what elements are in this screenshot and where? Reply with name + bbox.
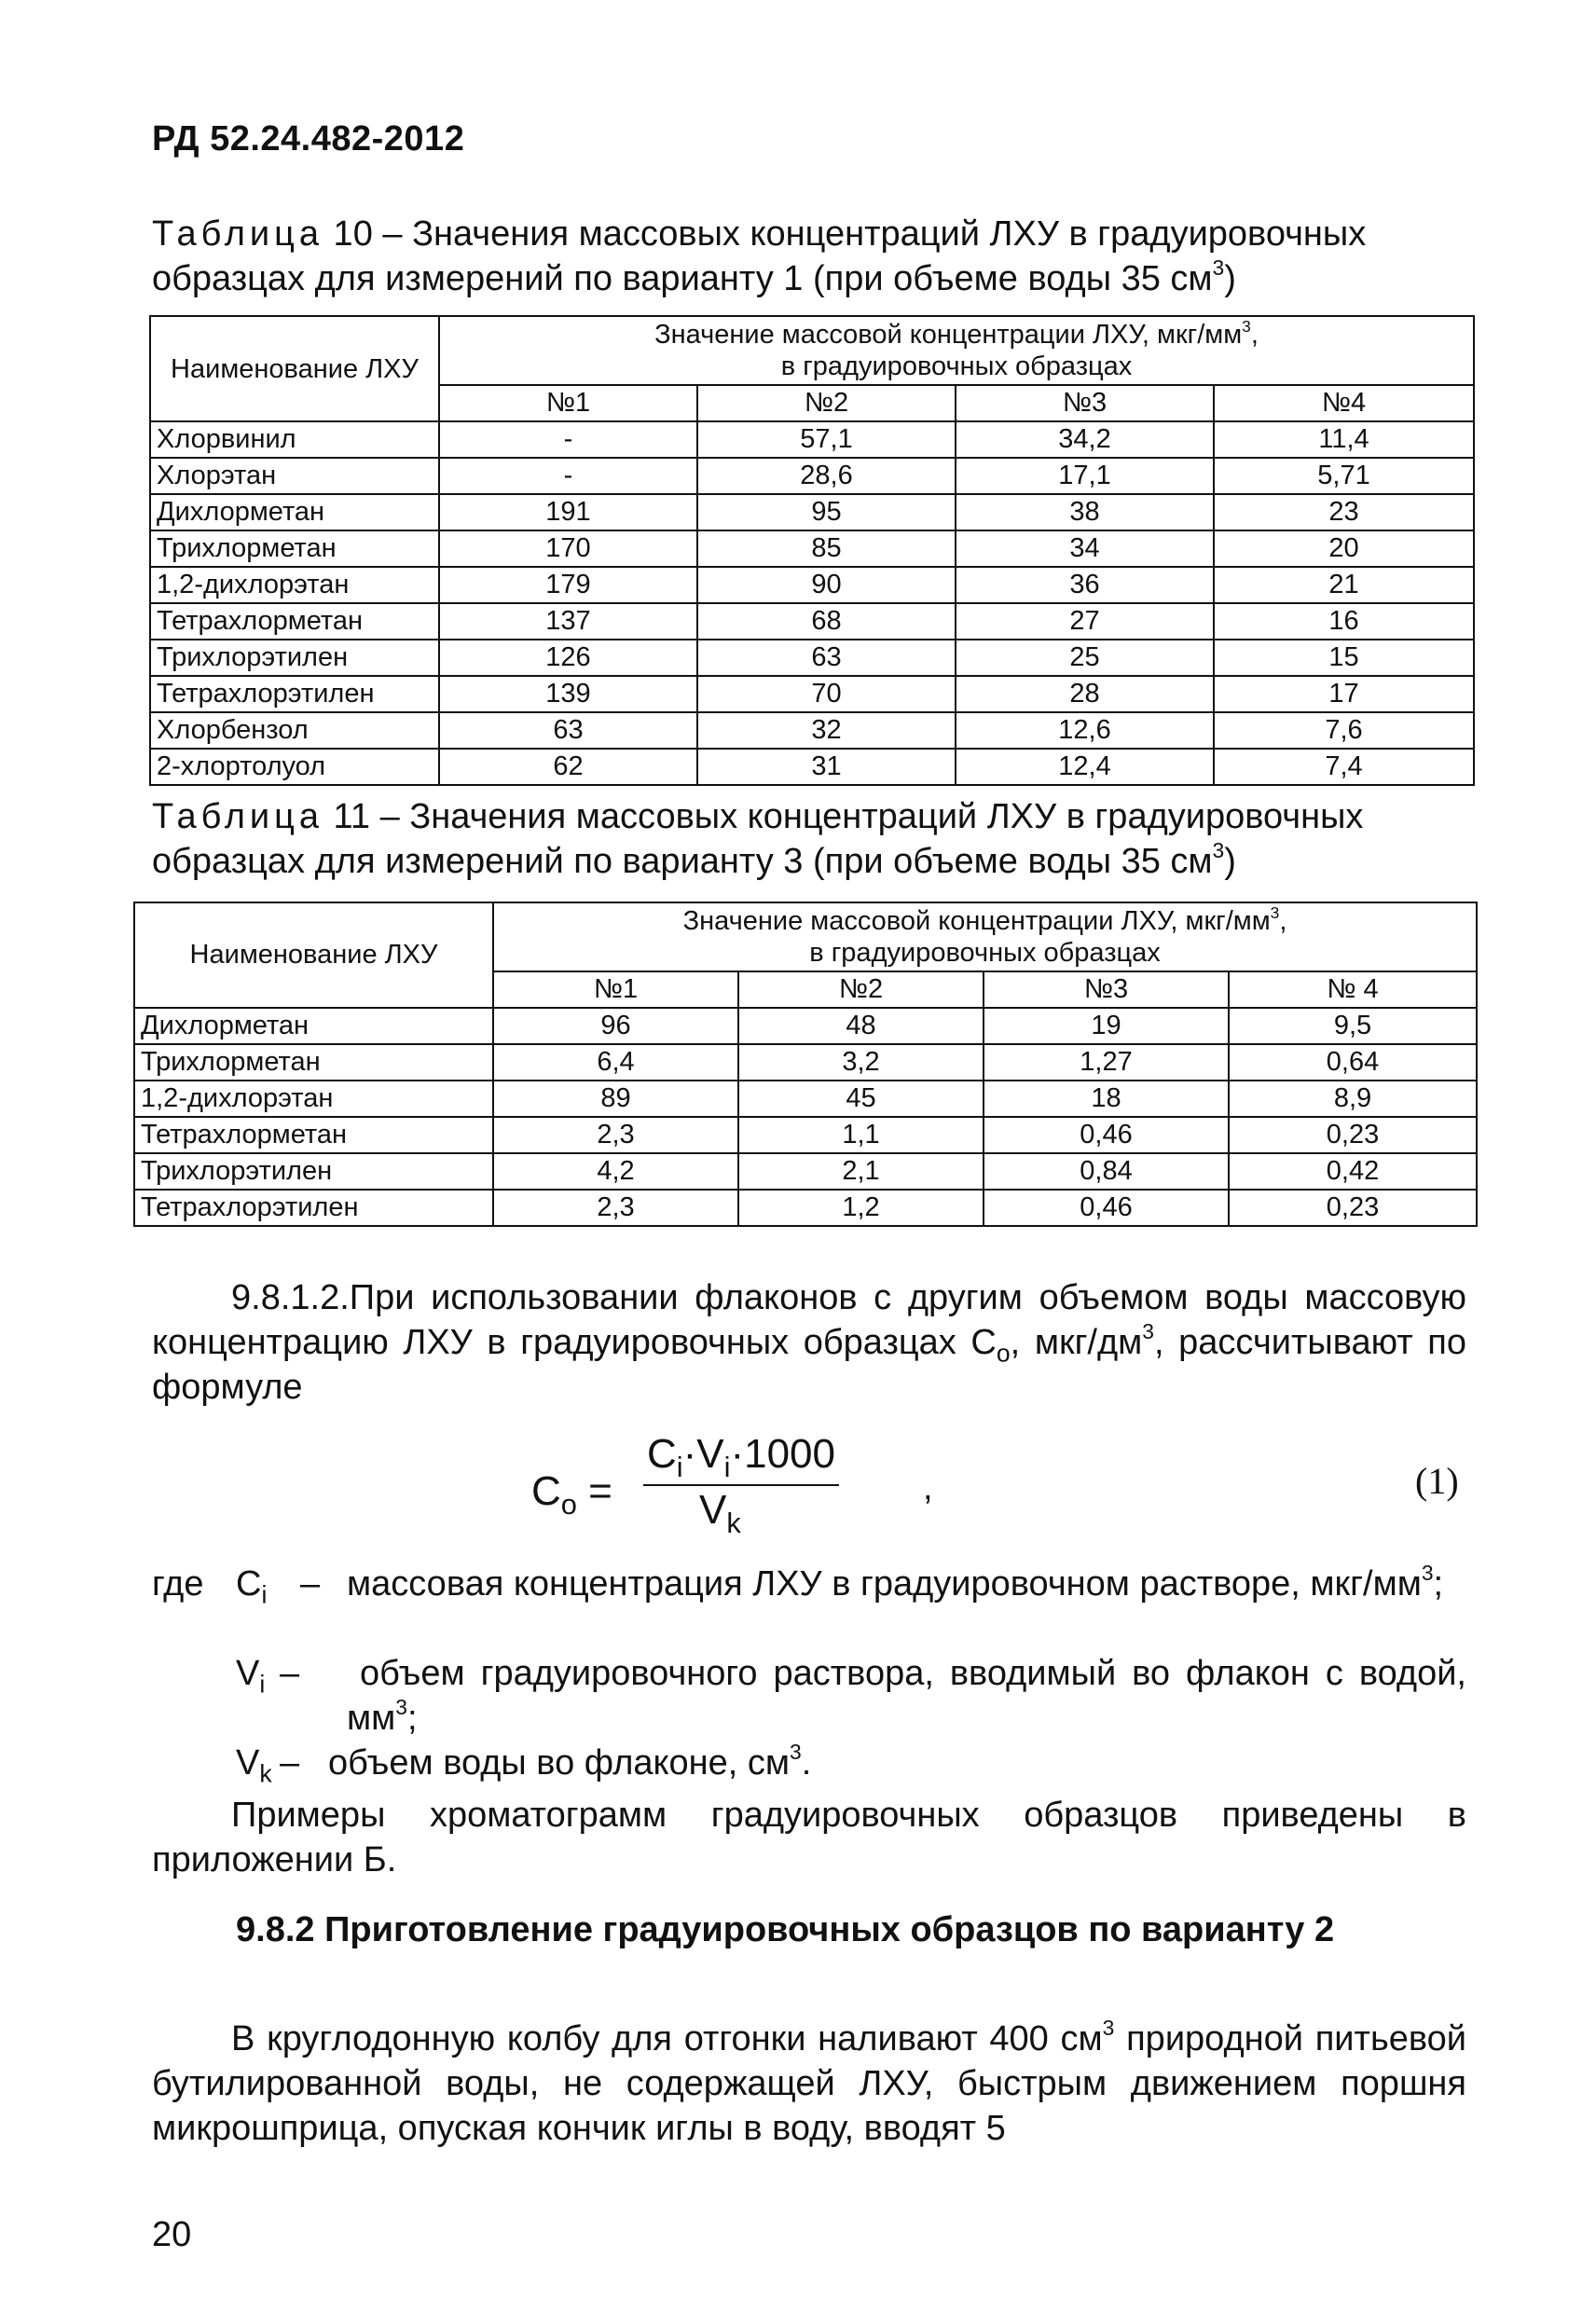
formula-numerator: $C_i\cdot V_i\cdot 1000$: [646, 1431, 835, 1483]
table11-caption-end: ): [1224, 842, 1236, 881]
table10-caption-text: 10 – Значения массовых концентраций ЛХУ в градуировочных образцах для измерений по варианту 1 (при объеме воды 35 см: [152, 214, 1367, 298]
concentration-value: 12,6: [956, 712, 1214, 749]
concentration-value: 2,3: [493, 1190, 738, 1226]
concentration-value: 0,46: [984, 1117, 1229, 1153]
definition-ci-dash: –: [300, 1564, 321, 1604]
table11-caption-sup: 3: [1212, 838, 1225, 863]
table11-col-header: №1: [493, 971, 738, 1008]
concentration-value: 17: [1214, 676, 1474, 712]
fraction-bar: [643, 1484, 839, 1486]
concentration-value: 170: [439, 530, 697, 567]
concentration-value: 89: [493, 1081, 738, 1117]
concentration-value: 57,1: [697, 421, 956, 458]
concentration-value: 7,4: [1214, 749, 1474, 785]
concentration-value: 1,2: [738, 1190, 984, 1226]
table11-caption-text: 11 – Значения массовых концентраций ЛХУ в градуировочных образцах для измерений по варианту 3 (при объеме воды 35 см: [152, 797, 1364, 881]
substance-name: Тетрахлорэтилен: [150, 676, 439, 712]
concentration-value: 19: [984, 1008, 1229, 1044]
concentration-value: 0,64: [1229, 1044, 1477, 1081]
concentration-value: 0,42: [1229, 1153, 1477, 1190]
table-row: [134, 1117, 1477, 1153]
concentration-value: 0,84: [984, 1153, 1229, 1190]
concentration-value: 8,9: [1229, 1081, 1477, 1117]
table10-caption-end: ): [1224, 259, 1236, 298]
concentration-value: 5,71: [1214, 458, 1474, 494]
concentration-value: 90: [697, 567, 956, 603]
table-row: [150, 712, 1474, 749]
document-code: РД 52.24.482-2012: [152, 119, 465, 158]
concentration-value: 70: [697, 676, 956, 712]
substance-name: Дихлорметан: [150, 494, 439, 530]
substance-name: Тетрахлорэтилен: [134, 1190, 493, 1226]
concentration-value: 34: [956, 530, 1214, 567]
concentration-value: 0,23: [1229, 1117, 1477, 1153]
concentration-value: 0,46: [984, 1190, 1229, 1226]
formula-number: (1): [1415, 1460, 1459, 1502]
table-row: [150, 749, 1474, 785]
table11-name-header: Наименование ЛХУ: [134, 902, 493, 1008]
table-row: [150, 603, 1474, 640]
concentration-value: 18: [984, 1081, 1229, 1117]
table10: [149, 315, 1475, 786]
table11-col-header: № 4: [1229, 971, 1477, 1008]
definition-ci-text: массовая концентрация ЛХУ в градуировочном растворе, мкг/$мм^3$;: [347, 1561, 1444, 1604]
table11-col-header: №2: [738, 971, 984, 1008]
concentration-value: 2,1: [738, 1153, 984, 1190]
table11-caption-label: Таблица: [152, 797, 323, 836]
table-row: [134, 1044, 1477, 1081]
table11: [133, 902, 1478, 1227]
table11-group-header: Значение массовой концентрации ЛХУ, мкг/$мм^3$, в градуировочных образцах: [493, 902, 1477, 971]
concentration-value: 137: [439, 603, 697, 640]
definition-vi-dash: –: [280, 1654, 300, 1693]
concentration-value: 12,4: [956, 749, 1214, 785]
concentration-value: 28: [956, 676, 1214, 712]
formula-comma: ,: [923, 1468, 933, 1508]
concentration-value: 23: [1214, 494, 1474, 530]
substance-name: Хлорэтан: [150, 458, 439, 494]
table10-name-header: Наименование ЛХУ: [150, 316, 439, 421]
concentration-value: 63: [439, 712, 697, 749]
concentration-value: 4,2: [493, 1153, 738, 1190]
paragraph-examples: Примеры хроматограмм градуировочных образцов приведены в приложении Б.: [152, 1796, 1466, 1879]
table-row: [134, 1008, 1477, 1044]
concentration-value: 28,6: [697, 458, 956, 494]
concentration-value: 63: [697, 640, 956, 676]
concentration-value: 48: [738, 1008, 984, 1044]
table-row: [150, 494, 1474, 530]
definition-vk-dash: –: [280, 1743, 300, 1783]
substance-name: Тетрахлорметан: [150, 603, 439, 640]
concentration-value: 95: [697, 494, 956, 530]
paragraph-9-8-2: В круглодонную колбу для отгонки наливают 400 $см^3$ природной питьевой бутилированной воды, не содержащей ЛХУ, быстрым движением поршня микрошприца, опуская кончик иглы в воду, вводят 5: [152, 2016, 1466, 2148]
table-row: [150, 530, 1474, 567]
paragraph-9-8-1-2: 9.8.1.2.При использовании флаконов с другим объемом воды массовую концентрацию ЛХУ в градуировочных образцах $С_о$, мкг/$дм^3$, рассчитывают по формуле: [152, 1278, 1466, 1407]
concentration-value: 68: [697, 603, 956, 640]
table-row: [150, 676, 1474, 712]
concentration-value: 1,27: [984, 1044, 1229, 1081]
definition-vk-text: объем воды во флаконе, $см^3$.: [328, 1740, 812, 1783]
table10-caption-sup: 3: [1212, 255, 1225, 281]
concentration-value: 7,6: [1214, 712, 1474, 749]
substance-name: 1,2-дихлорэтан: [134, 1081, 493, 1117]
concentration-value: 2,3: [493, 1117, 738, 1153]
concentration-value: 9,5: [1229, 1008, 1477, 1044]
table-row: [150, 458, 1474, 494]
definitions-lead: где: [152, 1564, 204, 1604]
concentration-value: 17,1: [956, 458, 1214, 494]
formula-denominator: $V_k$: [699, 1487, 741, 1539]
concentration-value: 27: [956, 603, 1214, 640]
concentration-value: 36: [956, 567, 1214, 603]
definition-vi-text: объем градуировочного раствора, вводимый во флакон с водой, $мм^3$;: [347, 1654, 1466, 1738]
formula-1: [531, 1431, 904, 1539]
concentration-value: 32: [697, 712, 956, 749]
concentration-value: 21: [1214, 567, 1474, 603]
table10-group-header: Значение массовой концентрации ЛХУ, мкг/$мм^3$, в градуировочных образцах: [439, 316, 1474, 385]
substance-name: 2-хлортолуол: [150, 749, 439, 785]
concentration-value: 62: [439, 749, 697, 785]
table11-caption: [152, 794, 1466, 884]
table-row: [150, 640, 1474, 676]
table10-col-header: №4: [1214, 385, 1474, 421]
concentration-value: 15: [1214, 640, 1474, 676]
substance-name: Трихлорметан: [134, 1044, 493, 1081]
table-row: [150, 567, 1474, 603]
concentration-value: 45: [738, 1081, 984, 1117]
definition-vk-symbol: $V_k$: [236, 1743, 272, 1788]
concentration-value: 11,4: [1214, 421, 1474, 458]
table-row: [134, 1190, 1477, 1226]
concentration-value: 34,2: [956, 421, 1214, 458]
concentration-value: 0,23: [1229, 1190, 1477, 1226]
table10-caption: [152, 212, 1466, 301]
table10-col-header: №2: [697, 385, 956, 421]
table10-col-header: №3: [956, 385, 1214, 421]
concentration-value: 31: [697, 749, 956, 785]
concentration-value: 1,1: [738, 1117, 984, 1153]
substance-name: 1,2-дихлорэтан: [150, 567, 439, 603]
concentration-value: 96: [493, 1008, 738, 1044]
definition-vi-symbol: $V_i$: [236, 1654, 266, 1699]
table10-col-header: №1: [439, 385, 697, 421]
concentration-value: 25: [956, 640, 1214, 676]
substance-name: Хлорбензол: [150, 712, 439, 749]
substance-name: Тетрахлорметан: [134, 1117, 493, 1153]
substance-name: Трихлорэтилен: [134, 1153, 493, 1190]
concentration-value: 139: [439, 676, 697, 712]
concentration-value: 16: [1214, 603, 1474, 640]
table10-caption-label: Таблица: [152, 214, 323, 254]
definition-ci-symbol: $C_i$: [236, 1564, 268, 1609]
substance-name: Хлорвинил: [150, 421, 439, 458]
table-row: [150, 421, 1474, 458]
table11-col-header: №3: [984, 971, 1229, 1008]
concentration-value: 6,4: [493, 1044, 738, 1081]
section-heading-9-8-2: 9.8.2 Приготовление градуировочных образцов по варианту 2: [236, 1910, 1335, 1949]
concentration-value: 179: [439, 567, 697, 603]
concentration-value: -: [439, 421, 697, 458]
substance-name: Дихлорметан: [134, 1008, 493, 1044]
concentration-value: 126: [439, 640, 697, 676]
concentration-value: 38: [956, 494, 1214, 530]
substance-name: Трихлорметан: [150, 530, 439, 567]
formula-lhs: $C_o$ =: [531, 1468, 612, 1521]
concentration-value: -: [439, 458, 697, 494]
concentration-value: 3,2: [738, 1044, 984, 1081]
concentration-value: 191: [439, 494, 697, 530]
table-row: [134, 1081, 1477, 1117]
page-number: 20: [152, 2215, 192, 2254]
substance-name: Трихлорэтилен: [150, 640, 439, 676]
table-row: [134, 1153, 1477, 1190]
concentration-value: 85: [697, 530, 956, 567]
concentration-value: 20: [1214, 530, 1474, 567]
